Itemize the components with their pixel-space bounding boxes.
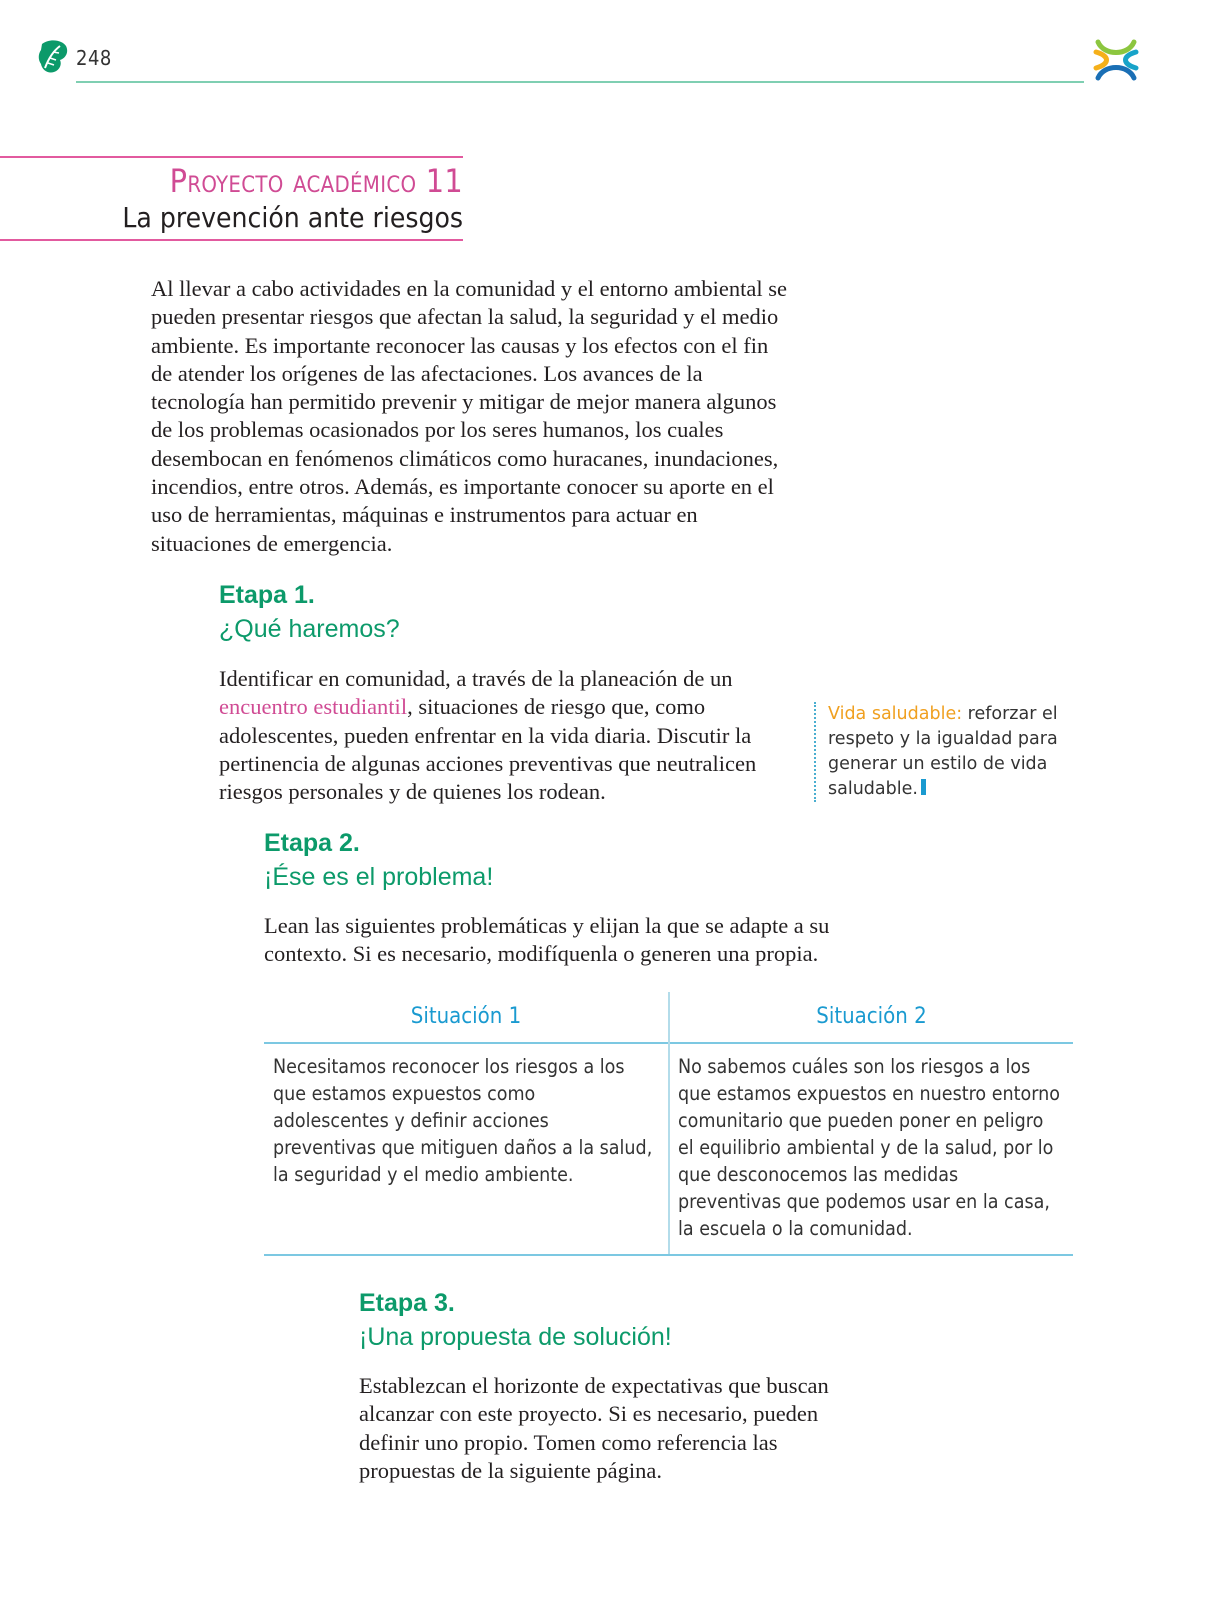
- stage-1-heading: [219, 578, 400, 646]
- stage-1-text-before: Identificar en comunidad, a través de la planeación de un: [219, 666, 733, 691]
- leaf-icon: [36, 38, 70, 74]
- glossary-term: encuentro estudiantil: [219, 694, 408, 720]
- title-bottom-rule: [0, 239, 463, 241]
- stage-1-text-after: , situaciones de riesgo que, como adolescentes, pueden enfrentar en la vida diaria. Discutir la pertinencia de algunas acciones preventivas que neutralicen riesgos personales y de quienes los rodean.: [219, 694, 757, 805]
- situations-table: [264, 992, 1073, 1256]
- table-column-divider: [668, 992, 670, 1256]
- page-number: 248: [76, 46, 112, 70]
- sidebar-note: [814, 702, 1078, 802]
- stage-1-question: ¿Qué haremos?: [219, 615, 400, 643]
- stage-3-question: ¡Una propuesta de solución!: [359, 1323, 672, 1351]
- program-logo-icon: [1090, 34, 1142, 86]
- stage-1-number: Etapa 1.: [219, 581, 315, 609]
- table-cell-situation-2: No sabemos cuáles son los riesgos a los que estamos expuestos en nuestro entorno comunitario que pueden poner en peligro el equilibrio ambiental y de la salud, por lo que desconocemos las medidas preventivas que podemos usar en la casa, la escuela o la comunidad.: [678, 1055, 1060, 1240]
- project-subtitle: La prevención ante riesgos: [122, 201, 463, 234]
- stage-1-paragraph: [219, 665, 799, 806]
- stage-3-number: Etapa 3.: [359, 1289, 455, 1317]
- end-marker-icon: [921, 779, 926, 795]
- table-header-situation-2: Situación 2: [816, 1004, 927, 1029]
- sidebar-label: Vida saludable:: [828, 704, 963, 724]
- stage-2-question: ¡Ése es el problema!: [264, 863, 494, 891]
- project-title: Proyecto académico 11: [169, 162, 463, 200]
- stage-3-heading: [359, 1286, 672, 1354]
- header-rule: [76, 81, 1084, 83]
- table-bottom-rule: [264, 1254, 1073, 1256]
- stage-3-paragraph: Establezcan el horizonte de expectativas que buscan alcanzar con este proyecto. Si es necesario, pueden definir uno propio. Tomen como referencia las propuestas de la siguiente página.: [359, 1373, 829, 1483]
- stage-2-number: Etapa 2.: [264, 829, 360, 857]
- sidebar-text: reforzar el respeto y la igualdad para generar un estilo de vida saludable.: [828, 704, 1058, 799]
- table-cell-situation-1: Necesitamos reconocer los riesgos a los que estamos expuestos como adolescentes y definir acciones preventivas que mitiguen daños a la salud, la seguridad y el medio ambiente.: [273, 1055, 653, 1186]
- stage-2-heading: [264, 826, 493, 894]
- table-header-situation-1: Situación 1: [410, 1004, 522, 1029]
- stage-2-paragraph: Lean las siguientes problemáticas y elijan la que se adapte a su contexto. Si es necesario, modifíquenla o generen una propia.: [264, 913, 830, 967]
- intro-paragraph: Al llevar a cabo actividades en la comunidad y el entorno ambiental se pueden presentar riesgos que afectan la salud, la seguridad y el medio ambiente. Es importante reconocer las causas y los efectos con el fin de atender los orígenes de las afectaciones. Los avances de la tecnología han permitido prevenir y mitigar de mejor manera algunos de los problemas ocasionados por los seres humanos, los cuales desembocan en fenómenos climáticos como huracanes, inundaciones, incendios, entre otros. Además, es importante conocer su aporte en el uso de herramientas, máquinas e instrumentos para actuar en situaciones de emergencia.: [151, 276, 788, 556]
- title-top-rule: [0, 156, 463, 158]
